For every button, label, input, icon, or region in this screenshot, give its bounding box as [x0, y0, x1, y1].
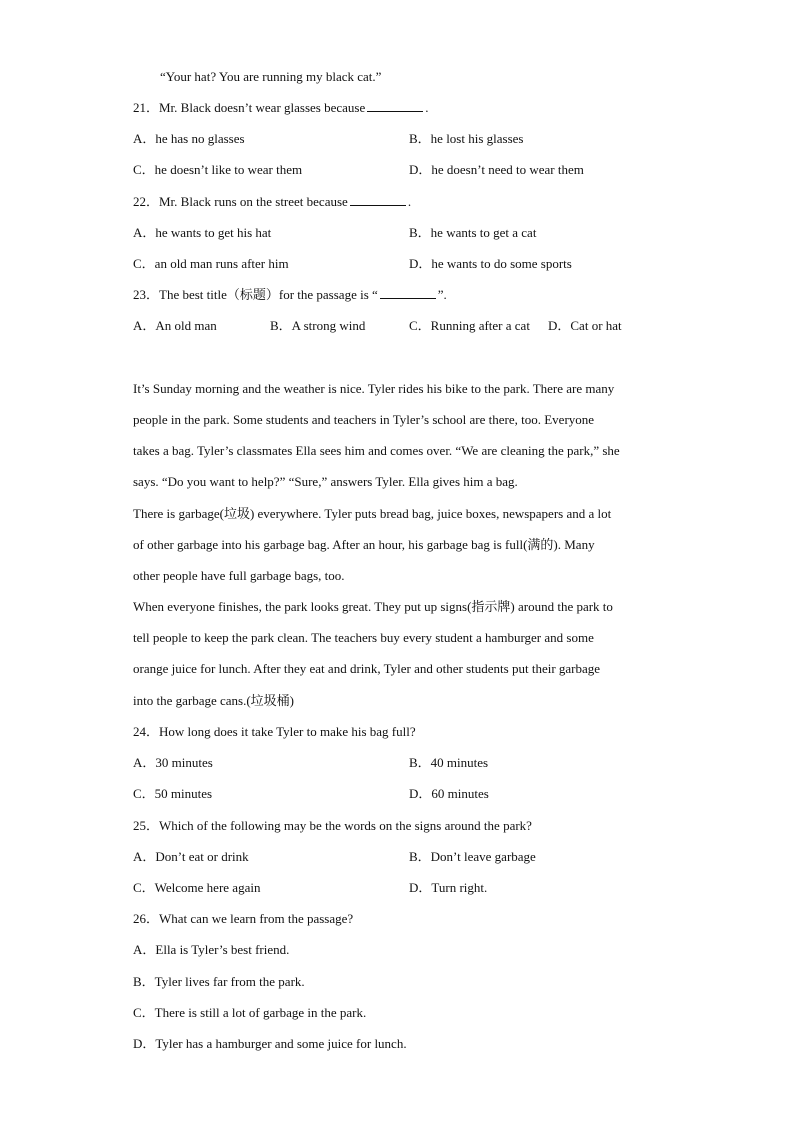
q24-option-a: A．30 minutes — [133, 755, 213, 770]
q21-option-c: C．he doesn’t like to wear them — [133, 162, 303, 177]
q23-option-a: A．An old man — [133, 318, 217, 333]
question-24-stem: 24．How long does it take Tyler to make his bag full? — [133, 724, 416, 739]
q21-option-a: A．he has no glasses — [133, 131, 245, 146]
answer-blank — [350, 193, 406, 206]
passage-line: tell people to keep the park clean. The teachers buy every student a hamburger and some — [133, 630, 594, 645]
q22-option-b: B．he wants to get a cat — [409, 225, 537, 240]
q26-option-d: D．Tyler has a hamburger and some juice for lunch. — [133, 1036, 407, 1051]
question-21-text: 21．Mr. Black doesn’t wear glasses because — [133, 100, 366, 115]
q22-option-d: D．he wants to do some sports — [409, 256, 572, 271]
q23-option-c: C．Running after a cat — [409, 318, 530, 333]
q26-option-c: C．There is still a lot of garbage in the park. — [133, 1005, 367, 1020]
q25-option-a: A．Don’t eat or drink — [133, 849, 249, 864]
question-22-stem — [133, 193, 411, 211]
q26-option-a: A．Ella is Tyler’s best friend. — [133, 942, 290, 957]
q23-option-b: B．A strong wind — [270, 318, 366, 333]
question-26-stem: 26．What can we learn from the passage? — [133, 911, 354, 926]
passage-line: When everyone finishes, the park looks great. They put up signs(指示牌) around the park to — [133, 599, 613, 614]
question-23-stem — [133, 286, 447, 304]
passage-line: There is garbage(垃圾) everywhere. Tyler puts bread bag, juice boxes, newspapers and a lot — [133, 506, 612, 521]
passage-line: of other garbage into his garbage bag. After an hour, his garbage bag is full(满的). Many — [133, 537, 595, 552]
passage-line: It’s Sunday morning and the weather is nice. Tyler rides his bike to the park. There are many — [133, 381, 615, 396]
q21-option-d: D．he doesn’t need to wear them — [409, 162, 584, 177]
passage-line: says. “Do you want to help?” “Sure,” answers Tyler. Ella gives him a bag. — [133, 474, 518, 489]
question-21-end: . — [425, 100, 429, 115]
q22-option-a: A．he wants to get his hat — [133, 225, 272, 240]
passage-line: orange juice for lunch. After they eat and drink, Tyler and other students put their garbage — [133, 661, 601, 676]
question-22-end: . — [407, 194, 412, 209]
q23-option-d: D．Cat or hat — [548, 318, 622, 333]
question-23-text: 23．The best title（标题）for the passage is “ — [133, 287, 378, 302]
question-23-end: ”. — [437, 287, 447, 302]
q25-option-b: B．Don’t leave garbage — [409, 849, 536, 864]
question-25-stem: 25．Which of the following may be the words on the signs around the park? — [133, 818, 532, 833]
passage-line: takes a bag. Tyler’s classmates Ella sees him and comes over. “We are cleaning the park,” she — [133, 443, 620, 458]
q24-option-c: C．50 minutes — [133, 786, 213, 801]
question-21-stem — [133, 99, 429, 117]
answer-blank — [380, 286, 436, 299]
answer-blank — [367, 99, 423, 112]
passage-line: people in the park. Some students and teachers in Tyler’s school are there, too. Everyone — [133, 412, 595, 427]
passage-line: into the garbage cans.(垃圾桶) — [133, 693, 295, 708]
q26-option-b: B．Tyler lives far from the park. — [133, 974, 305, 989]
passage-closing-line: “Your hat? You are running my black cat.” — [160, 69, 382, 84]
passage-line: other people have full garbage bags, too. — [133, 568, 345, 583]
q21-option-b: B．he lost his glasses — [409, 131, 524, 146]
q25-option-d: D．Turn right. — [409, 880, 488, 895]
question-22-text: 22．Mr. Black runs on the street because — [133, 194, 348, 209]
q25-option-c: C．Welcome here again — [133, 880, 261, 895]
q24-option-b: B．40 minutes — [409, 755, 489, 770]
q24-option-d: D．60 minutes — [409, 786, 489, 801]
q22-option-c: C．an old man runs after him — [133, 256, 289, 271]
